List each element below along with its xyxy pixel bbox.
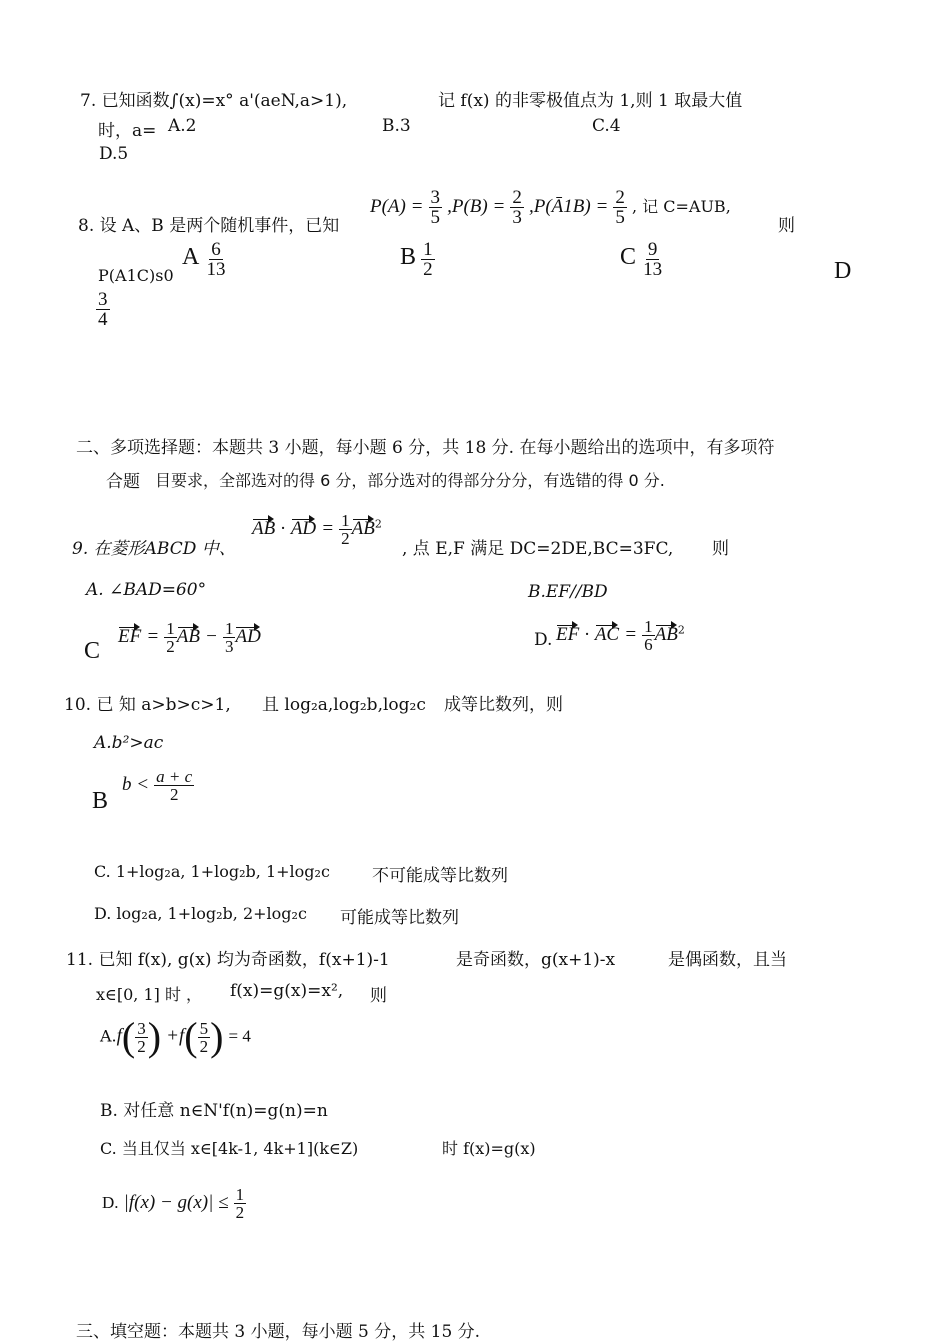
q10-option-b-label: B <box>92 788 109 814</box>
vec-ab-squared: AB <box>351 518 375 539</box>
q10-option-c: C. 1+log₂a, 1+log₂b, 1+log₂c <box>94 862 330 881</box>
q8-tail: , 记 C=AUB, <box>631 197 731 216</box>
q11-stem-a: 11. 已知 f(x), g(x) 均为奇函数，f(x+1)-1 <box>66 950 390 970</box>
q9-option-d-formula: EF · AC = $\frac{1}{6}$ $AB^2$ <box>556 617 685 654</box>
section2-line2-b: 目要求，全部选对的得 6 分，部分选对的得部分分分，有选错的得 0 分. <box>155 471 665 490</box>
q11-stem-b: 是奇函数，g(x+1)-x <box>456 950 616 970</box>
q8-option-d-value: $\frac{3}{4}$ <box>98 289 108 330</box>
q8-stem: 8. 设 A、B 是两个随机事件，已知 <box>78 216 340 236</box>
q8-option-a-value: $\frac{6}{13}$ <box>206 239 226 280</box>
q8-pa-fraction: $\frac{3}{5}$ <box>430 187 441 228</box>
q7-lead: 时，a= <box>98 121 157 141</box>
q8-option-c-value: $\frac{9}{13}$ <box>643 239 663 280</box>
q8-then: 则 <box>778 216 795 236</box>
q10-option-b-formula: b < $\frac{a + c}{2}$ <box>122 767 193 804</box>
q9-stem: 9. 在菱形ABCD 中、 <box>72 539 236 559</box>
q10-option-d: D. log₂a, 1+log₂b, 2+log₂c <box>94 904 307 923</box>
section2-line2-a: 合题 <box>106 472 140 492</box>
vec-ad: AD <box>290 518 317 539</box>
q8-pa-label: P(A) = <box>370 196 424 217</box>
q11-cond-a: x∈[0, 1] 时 ， <box>96 985 203 1004</box>
q10-stem-a: 10. 已 知 a>b>c>1, <box>64 695 231 715</box>
q11-option-a: A.f( $\frac{3}{2}$ ) +f( $\frac{5}{2}$ ) = 4 <box>100 1014 251 1059</box>
q10-option-c-tail: 不可能成等比数列 <box>372 866 508 886</box>
q7-option-b: B.3 <box>382 116 411 136</box>
q9-half: $\frac{1}{2}$ <box>341 511 350 548</box>
q8-option-d: D <box>834 258 852 284</box>
q8-pab-fraction: $\frac{2}{5}$ <box>615 187 625 228</box>
q8-pab-label: ,P(Ā1B) = <box>529 196 609 217</box>
q9-option-c-formula: EF = $\frac{1}{2}$ AB − $\frac{1}{3}$ AD <box>118 619 261 656</box>
q11-option-c-tail: 时 f(x)=g(x) <box>442 1139 536 1158</box>
q9-tail: , 点 E,F 满足 DC=2DE,BC=3FC, <box>402 539 674 559</box>
q8-pb-label: ,P(B) = <box>447 196 506 217</box>
q9-condition-formula: AB · AD = $\frac{1}{2}$ $AB^2$ <box>252 511 382 548</box>
q7-option-d: D.5 <box>99 144 129 164</box>
q11-option-d: D. |f(x) − g(x)| ≤ $\frac{1}{2}$ <box>102 1185 245 1222</box>
section2-heading: 二、多项选择题：本题共 3 小题，每小题 6 分，共 18 分. 在每小题给出的选项中，有多项符 <box>76 438 775 458</box>
vec-ab: AB <box>252 518 276 539</box>
q8-option-a: A $\frac{6}{13}$ <box>182 239 226 280</box>
q9-option-a: A. ∠BAD=60° <box>86 580 207 600</box>
q10-option-a: A.b²>ac <box>94 733 164 753</box>
q11-cond-b: f(x)=g(x)=x², <box>230 981 344 1001</box>
q11-stem-c: 是偶函数，且当 <box>668 950 787 970</box>
q8-option-b: B $\frac{1}{2}$ <box>400 239 433 280</box>
q11-option-b: B. 对任意 n∈N'f(n)=g(n)=n <box>100 1101 328 1121</box>
q9-option-c-label: C <box>84 638 101 664</box>
q8-pb-fraction: $\frac{2}{3}$ <box>512 187 522 228</box>
q8-given-probabilities <box>370 188 731 227</box>
q11-option-c: C. 当且仅当 x∈[4k-1, 4k+1](k∈Z) <box>100 1139 359 1158</box>
q10-stem-c: 成等比数列，则 <box>444 695 563 715</box>
q8-ask: P(A1C)s0 <box>98 266 174 285</box>
q8-option-b-value: $\frac{1}{2}$ <box>423 239 433 280</box>
q10-stem-b: 且 log₂a,log₂b,log₂c <box>262 695 426 715</box>
q9-then: 则 <box>712 539 729 559</box>
q7-stem: 7. 已知函数∫(x)=x° a'(aeN,a>1), <box>80 91 348 111</box>
q10-option-d-tail: 可能成等比数列 <box>340 908 459 928</box>
q7-option-a: A.2 <box>168 116 197 136</box>
section3-heading: 三、填空题：本题共 3 小题，每小题 5 分，共 15 分. <box>76 1322 481 1342</box>
q9-option-b: B.EF//BD <box>528 582 608 602</box>
q8-option-c: C $\frac{9}{13}$ <box>620 239 663 280</box>
q7-option-c: C.4 <box>592 116 621 136</box>
q7-condition: 记 f(x) 的非零极值点为 1,则 1 取最大值 <box>438 91 743 111</box>
q11-then: 则 <box>370 986 387 1006</box>
q9-option-d-label: D. <box>534 630 553 650</box>
